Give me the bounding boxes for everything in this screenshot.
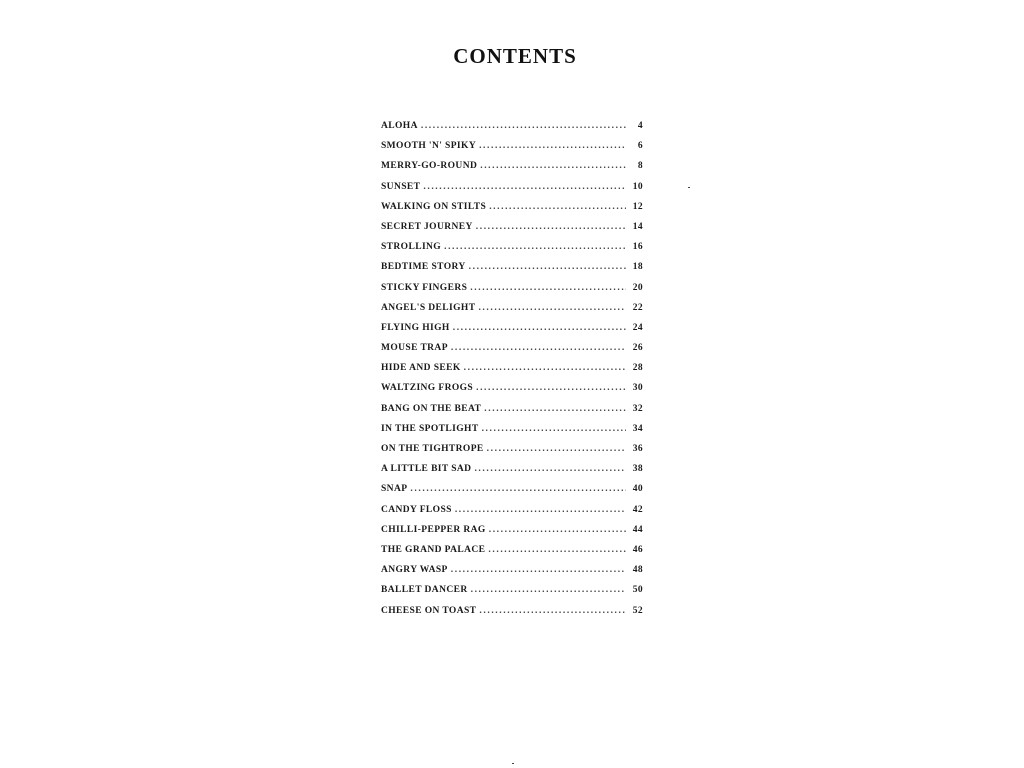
dot-leader: [421, 121, 626, 131]
toc-entry-title: CHEESE ON TOAST: [381, 605, 477, 616]
toc-entry-page: 12: [632, 201, 643, 212]
dot-leader: [487, 444, 626, 454]
scan-speck: [688, 187, 690, 188]
toc-entry-title: MOUSE TRAP: [381, 343, 448, 354]
toc-entry-page: 6: [637, 141, 643, 152]
dot-leader: [464, 363, 626, 373]
toc-entry-title: BANG ON THE BEAT: [381, 403, 482, 414]
toc-entry-title: CANDY FLOSS: [381, 504, 452, 515]
toc-entry: [381, 464, 643, 484]
dot-leader: [482, 424, 626, 434]
toc-entry: [381, 242, 643, 262]
toc-entry-title: THE GRAND PALACE: [381, 544, 486, 555]
toc-entry-page: 30: [632, 383, 643, 394]
toc-entry-title: CHILLI-PEPPER RAG: [381, 524, 486, 535]
toc-entry-title: ANGEL'S DELIGHT: [381, 302, 476, 313]
dot-leader: [451, 565, 626, 575]
dot-leader: [476, 383, 626, 393]
toc-entry: [381, 383, 643, 403]
toc-entry-page: 50: [632, 585, 643, 596]
toc-entry: [381, 525, 643, 545]
dot-leader: [423, 182, 626, 192]
toc-entry-title: SMOOTH 'N' SPIKY: [381, 141, 477, 152]
toc-entry-page: 24: [632, 322, 643, 333]
dot-leader: [484, 404, 626, 414]
toc-entry-page: 28: [632, 363, 643, 374]
toc-entry: [381, 283, 643, 303]
toc-entry: [381, 323, 643, 343]
dot-leader: [455, 505, 626, 515]
toc-entry: [381, 585, 643, 605]
toc-entry-title: FLYING HIGH: [381, 322, 450, 333]
dot-leader: [479, 141, 626, 151]
dot-leader: [478, 303, 626, 313]
toc-entry: [381, 565, 643, 585]
toc-entry: [381, 141, 643, 161]
toc-entry: [381, 505, 643, 525]
dot-leader: [479, 606, 626, 616]
toc-entry: [381, 444, 643, 464]
toc-entry-page: 44: [632, 524, 643, 535]
toc-entry-title: STICKY FINGERS: [381, 282, 468, 293]
toc-entry: [381, 545, 643, 565]
toc-entry-page: 40: [632, 484, 643, 495]
dot-leader: [489, 202, 626, 212]
page-title: CONTENTS: [453, 44, 577, 68]
toc-entry: [381, 262, 643, 282]
toc-entry: [381, 343, 643, 363]
toc-entry-page: 26: [632, 343, 643, 354]
toc-entry: [381, 404, 643, 424]
toc-entry-page: 38: [632, 464, 643, 475]
toc-entry-title: BEDTIME STORY: [381, 262, 466, 273]
toc-entry-title: WALKING ON STILTS: [381, 201, 487, 212]
dot-leader: [489, 525, 626, 535]
dot-leader: [410, 484, 626, 494]
toc-entry-title: ON THE TIGHTROPE: [381, 444, 484, 454]
toc-entry-page: 34: [632, 423, 643, 434]
toc-entry-page: 14: [632, 221, 643, 232]
dot-leader: [453, 323, 626, 333]
toc-entry-page: 20: [632, 282, 643, 293]
dot-leader: [476, 222, 626, 232]
toc-entry-page: 16: [632, 242, 643, 253]
dot-leader: [474, 464, 626, 474]
toc-entry-title: SNAP: [381, 484, 408, 495]
dot-leader: [469, 262, 626, 272]
toc-entry-page: 10: [632, 181, 643, 192]
toc-entry-title: ANGRY WASP: [381, 565, 448, 576]
toc-entry-title: HIDE AND SEEK: [381, 363, 461, 374]
toc-entry: [381, 303, 643, 323]
scan-speck: [512, 763, 514, 764]
toc-entry-title: IN THE SPOTLIGHT: [381, 423, 479, 434]
toc-entry-title: STROLLING: [381, 242, 442, 253]
toc-entry: [381, 222, 643, 242]
toc-entry-page: 32: [632, 403, 643, 414]
toc-entry-page: 36: [632, 444, 643, 454]
toc-entry-title: MERRY-GO-ROUND: [381, 161, 478, 172]
toc-entry-title: ALOHA: [381, 121, 418, 131]
toc-entry: [381, 606, 643, 626]
toc-entry-page: 18: [632, 262, 643, 273]
toc-entry: [381, 484, 643, 504]
dot-leader: [471, 585, 626, 595]
toc-entry: [381, 182, 643, 202]
dot-leader: [480, 161, 626, 171]
toc-entry-page: 52: [632, 605, 643, 616]
toc-entry: [381, 121, 643, 141]
toc-entry: [381, 161, 643, 181]
toc-entry: [381, 202, 643, 222]
toc-entry: [381, 424, 643, 444]
toc-entry-page: 22: [632, 302, 643, 313]
toc-entry-page: 48: [632, 565, 643, 576]
toc-entry-page: 4: [637, 121, 643, 131]
toc-entry-title: BALLET DANCER: [381, 585, 468, 596]
table-of-contents: [381, 121, 643, 626]
dot-leader: [470, 283, 626, 293]
dot-leader: [444, 242, 626, 252]
dot-leader: [451, 343, 626, 353]
toc-entry-page: 46: [632, 544, 643, 555]
toc-entry-title: A LITTLE BIT SAD: [381, 464, 472, 475]
toc-entry-title: SUNSET: [381, 181, 421, 192]
toc-entry-page: 42: [632, 504, 643, 515]
toc-entry-title: SECRET JOURNEY: [381, 221, 473, 232]
toc-entry: [381, 363, 643, 383]
toc-entry-page: 8: [637, 161, 643, 172]
toc-entry-title: WALTZING FROGS: [381, 383, 474, 394]
dot-leader: [488, 545, 626, 555]
